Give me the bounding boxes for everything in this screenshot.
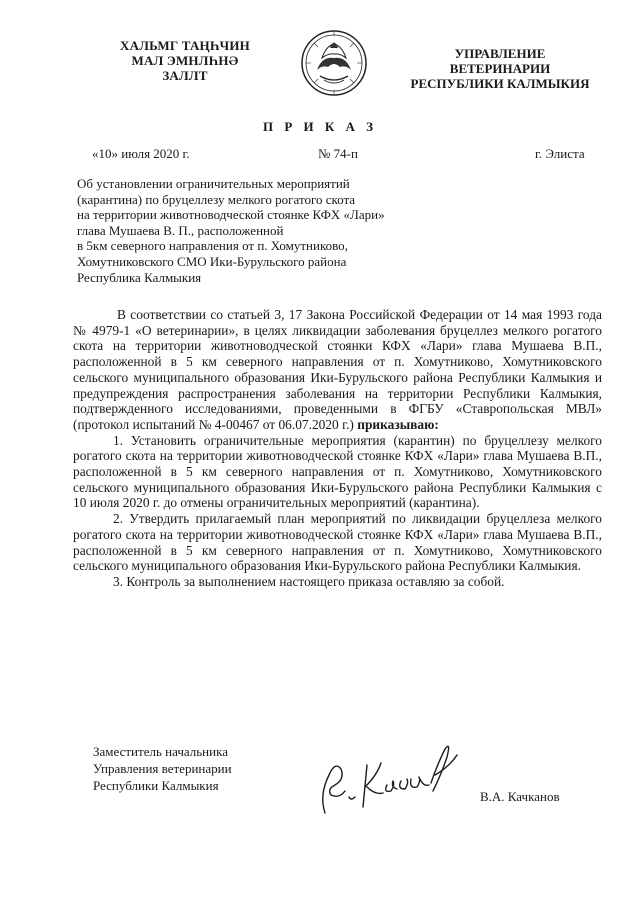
header-right-block [395,46,605,91]
header-right-line: ВЕТЕРИНАРИИ [449,61,551,76]
header-left-line: ХАЛЬМГ ТАҢҺЧИН [120,38,250,53]
order-item: 1. Установить ограничительные мероприятия (карантин) по бруцеллезу мелкого рогатого скота на территории животноводческой стоянке КФХ «Лари» глава Мушаева В.П., расположенной в 5 км северного направления от п. Хомутниково, Хомутниковского сельского муниципального образования Ики-Бурульского района Республики Калмыкия с 10 июля 2020 г. до отмены ограничительных мероприятий (карантина). [73,432,602,511]
order-subject [77,176,437,285]
handwritten-signature [305,735,470,825]
order-date: «10» июля 2020 г. [92,146,190,161]
header-left-line: ЗАЛЛТ [162,68,208,83]
signatory-position-line: Заместитель начальника [93,744,228,759]
order-title: П Р И К А З [262,119,378,134]
order-item: 2. Утвердить прилагаемый план мероприятий по ликвидации бруцеллеза мелкого рогатого скота на территории животноводческой стоянке КФХ «Лари» глава Мушаева В.П., расположенной в 5 км северного направления от п. Хомутниково, Хомутниковского сельского муниципального образования Ики-Бурульского района Республики Калмыкия. [73,511,602,574]
header-left-block [70,38,300,83]
subject-line: Хомутниковского СМО Ики-Бурульского района [77,253,347,269]
subject-line: на территории животноводческой стоянке КФХ «Лари» [77,207,385,223]
header-right-line: РЕСПУБЛИКИ КАЛМЫКИЯ [410,76,590,91]
header-right-line: УПРАВЛЕНИЕ [454,46,546,61]
subject-line: Республика Калмыкия [77,269,202,285]
signatory-position-line: Управления ветеринарии [93,761,232,776]
signatory-position [93,743,232,794]
preamble-text: В соответствии со статьей 3, 17 Закона Российской Федерации от 14 мая 1993 года № 4979-1 «О ветеринарии», в целях ликвидации заболевания бруцеллез мелкого рогатого скота на территории животноводческой стоянки КФХ «Лари» глава Мушаева В.П., расположенной в 5 км северного направления от п. Хомутниково, Хомутниковского сельского муниципального образования Ики-Бурульского района Республики Калмыкия и предупреждения распространения заболевания на территории Республики Калмыкия, подтвержденного исследованиями, проведенными в ФГБУ «Ставропольская МВЛ» (протокол испытаний № 4-00467 от 06.07.2020 г.) [73,307,602,432]
subject-line: в 5км северного направления от п. Хомутниково, [77,238,348,254]
subject-line: глава Мушаева В. П., расположенной [77,222,284,238]
header-left-line: МАЛ ЭМНЛҺНӘ [131,53,239,68]
kalmykia-coat-of-arms-icon [300,28,368,98]
order-body [73,307,602,590]
signatory-position-line: Республики Калмыкия [93,778,219,793]
order-number: № 74-п [318,146,358,161]
signatory-name: В.А. Качканов [480,789,560,804]
order-word: приказываю: [357,416,439,432]
subject-line: (карантина) по бруцеллезу мелкого рогатого скота [77,191,356,207]
subject-line: Об установлении ограничительных мероприятий [77,176,350,191]
preamble-paragraph [73,307,602,433]
order-item: 3. Контроль за выполнением настоящего приказа оставляю за собой. [113,573,505,589]
order-city: г. Элиста [535,146,585,161]
